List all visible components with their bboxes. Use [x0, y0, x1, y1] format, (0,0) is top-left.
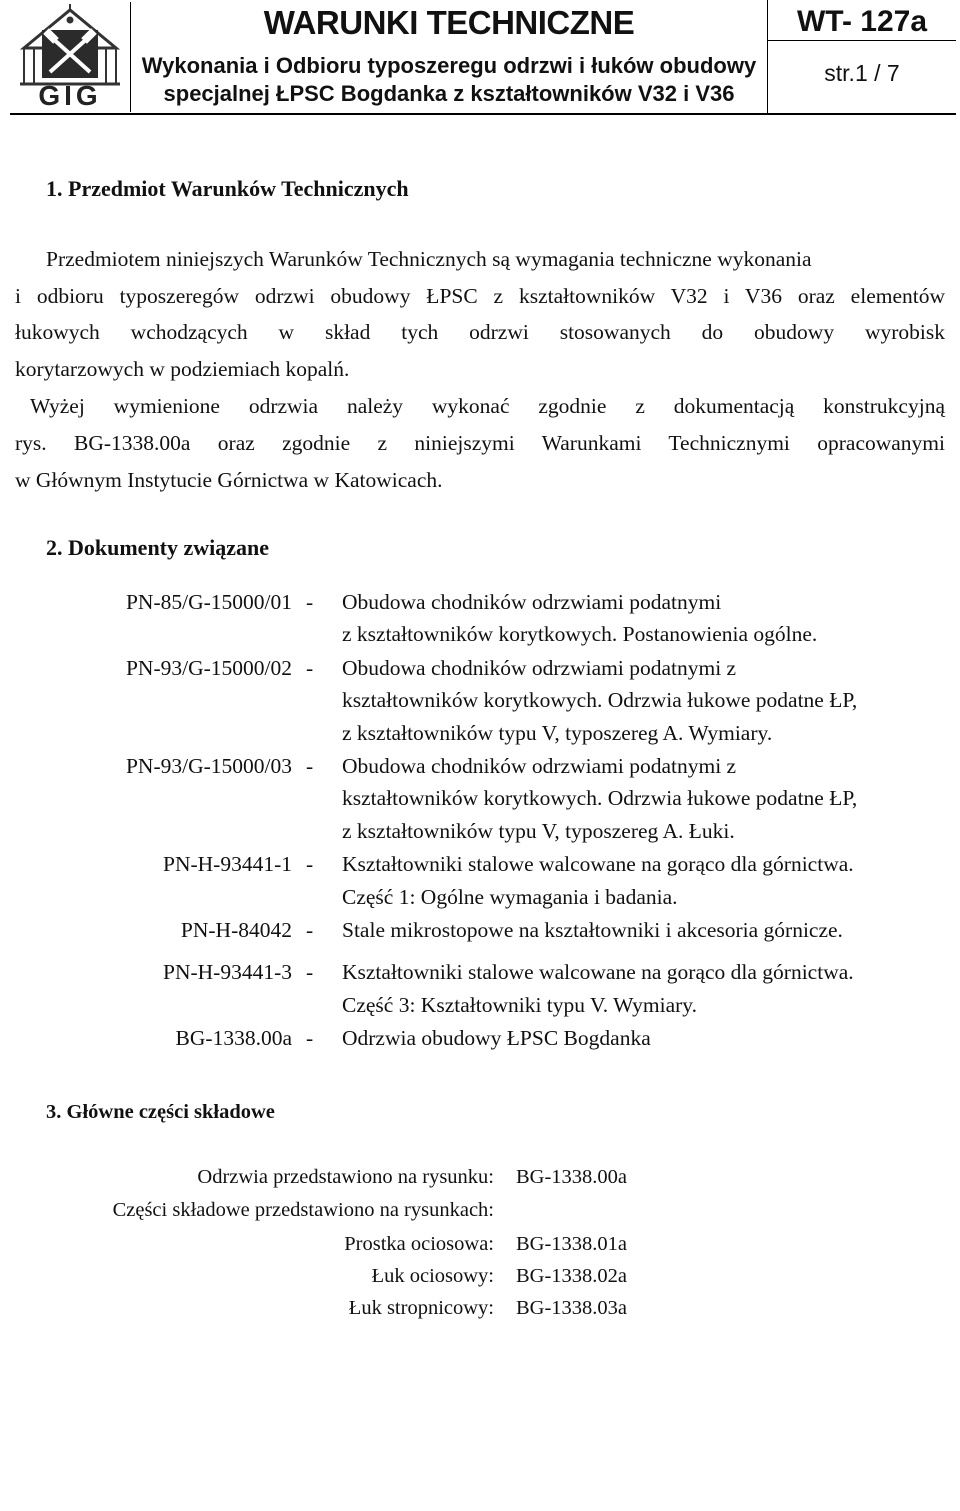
part-label: Części składowe przedstawiono na rysunkach:	[112, 1199, 494, 1221]
part-label: Prostka ociosowa:	[344, 1233, 494, 1255]
doc-code: PN-H-93441-1	[163, 852, 292, 876]
doc-desc-line: Kształtowniki stalowe walcowane na gorąco dla górnictwa.	[342, 852, 854, 876]
header-doc-info	[768, 0, 956, 113]
doc-code: PN-H-84042	[180, 918, 292, 942]
doc-code: PN-H-93441-3	[163, 960, 292, 984]
section-1-para1-line4: korytarzowych w podziemiach kopalń.	[15, 357, 350, 381]
section-1-para1-line1: Przedmiotem niniejszych Warunków Technicznych są wymagania techniczne wykonania	[46, 247, 812, 271]
doc-code: PN-85/G-15000/01	[125, 590, 292, 614]
section-2-heading: 2. Dokumenty związane	[46, 535, 270, 560]
doc-desc-line: Obudowa chodników odrzwiami podatnymi z	[342, 754, 737, 778]
section-1-para1-line2: i odbioru typoszeregów odrzwi obudowy ŁPSC z kształtowników V32 i V36 oraz elementów	[15, 284, 945, 308]
document-number: WT- 127a	[768, 0, 956, 41]
doc-desc-line: z kształtowników korytkowych. Postanowienia ogólne.	[342, 622, 818, 646]
part-label: Odrzwia przedstawiono na rysunku:	[197, 1166, 494, 1188]
doc-dash: -	[306, 918, 314, 942]
gig-logo	[10, 2, 131, 112]
doc-desc-line: Obudowa chodników odrzwiami podatnymi	[342, 590, 722, 614]
section-1-heading: 1. Przedmiot Warunków Technicznych	[46, 176, 409, 201]
doc-dash: -	[306, 590, 314, 614]
doc-dash: -	[306, 852, 314, 876]
section-1-para2-line1: Wyżej wymienione odrzwia należy wykonać zgodnie z dokumentacją konstrukcyjną	[30, 394, 945, 418]
header-title-block	[131, 0, 768, 113]
doc-desc-line: Obudowa chodników odrzwiami podatnymi z	[342, 656, 737, 680]
logo-text: GIG	[38, 80, 102, 111]
doc-desc-line: kształtowników korytkowych. Odrzwia łukowe podatne ŁP,	[342, 786, 858, 810]
doc-dash: -	[306, 1026, 314, 1050]
section-1-para2-line3: w Głównym Instytucie Górnictwa w Katowicach.	[15, 468, 443, 492]
section-3-heading: 3. Główne części składowe	[46, 1101, 275, 1123]
document-header	[10, 0, 956, 115]
part-label: Łuk ociosowy:	[371, 1265, 494, 1287]
doc-desc-line: Odrzwia obudowy ŁPSC Bogdanka	[342, 1026, 651, 1050]
document-title: WARUNKI TECHNICZNE	[263, 4, 635, 41]
doc-desc-line: Kształtowniki stalowe walcowane na gorąco dla górnictwa.	[342, 960, 854, 984]
part-drawing-number: BG-1338.00a	[516, 1166, 628, 1188]
part-drawing-number: BG-1338.02a	[516, 1265, 628, 1287]
doc-desc-line: z kształtowników typu V, typoszereg A. Łuki.	[342, 819, 735, 843]
document-subtitle-line1: Wykonania i Odbioru typoszeregu odrzwi i łuków obudowy	[141, 53, 757, 78]
page-number: str.1 / 7	[824, 60, 900, 86]
section-1-para1-line3: łukowych wchodzących w skład tych odrzwi stosowanych do obudowy wyrobisk	[15, 320, 945, 344]
doc-desc-line: kształtowników korytkowych. Odrzwia łukowe podatne ŁP,	[342, 688, 858, 712]
document-subtitle-line2: specjalnej ŁPSC Bogdanka z kształtowników V32 i V36	[163, 81, 735, 106]
doc-desc-line: Część 3: Kształtowniki typu V. Wymiary.	[342, 993, 698, 1017]
part-drawing-number: BG-1338.01a	[516, 1233, 628, 1255]
doc-dash: -	[306, 960, 314, 984]
doc-desc-line: z kształtowników typu V, typoszereg A. Wymiary.	[342, 721, 773, 745]
part-drawing-number: BG-1338.03a	[516, 1297, 628, 1319]
part-label: Łuk stropnicowy:	[348, 1297, 494, 1319]
doc-dash: -	[306, 656, 314, 680]
doc-dash: -	[306, 754, 314, 778]
section-1-para2-line2: rys. BG-1338.00a oraz zgodnie z niniejszymi Warunkami Technicznymi opracowanymi	[15, 431, 945, 455]
doc-code: PN-93/G-15000/02	[125, 656, 292, 680]
doc-desc-line: Stale mikrostopowe na kształtowniki i akcesoria górnicze.	[342, 918, 843, 942]
doc-code: BG-1338.00a	[175, 1026, 292, 1050]
doc-code: PN-93/G-15000/03	[125, 754, 292, 778]
doc-desc-line: Część 1: Ogólne wymagania i badania.	[342, 885, 678, 909]
